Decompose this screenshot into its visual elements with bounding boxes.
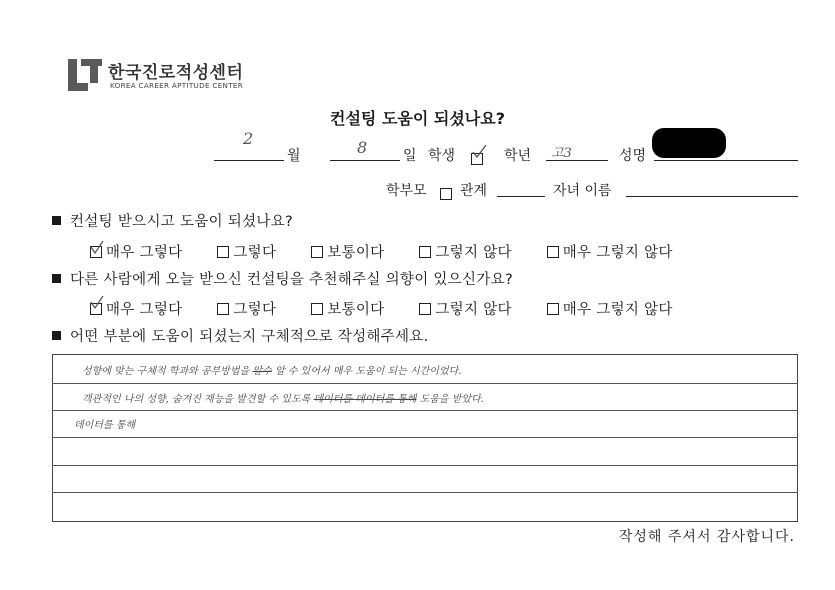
child-name-label: 자녀 이름 (553, 183, 612, 199)
grade-label: 학년 (504, 148, 532, 164)
grade-field[interactable] (546, 160, 608, 161)
grade-value: 고3 (551, 146, 572, 161)
day-value: 8 (357, 138, 368, 157)
day-label: 일 (403, 148, 417, 164)
answer-rule (52, 437, 798, 438)
redacted-name (652, 128, 726, 158)
question-3 (52, 325, 429, 346)
name-label: 성명 (619, 148, 647, 164)
thanks-text: 작성해 주셔서 감사합니다. (618, 529, 795, 545)
q2-option-disagree[interactable]: 그렇지 않다 (419, 302, 511, 318)
answer-rule (52, 492, 798, 493)
question-2-text: 다른 사람에게 오늘 받으신 컨설팅을 추천해주실 의향이 있으신가요? (70, 272, 513, 288)
name-field[interactable] (654, 160, 798, 161)
question-2 (52, 268, 513, 289)
student-label: 학생 (428, 148, 456, 164)
answer-rule (52, 410, 798, 411)
answer-line-1: 성향에 맞는 구체적 학과와 공부방법을 알수 알 수 있어서 매우 도움이 되는 시간이었다. (82, 366, 462, 377)
question-1-text: 컨설팅 받으시고 도움이 되셨나요? (70, 214, 294, 230)
question-1-options (90, 241, 703, 262)
parent-checkbox[interactable] (440, 184, 456, 203)
child-name-field[interactable] (626, 196, 798, 197)
question-2-options (90, 298, 703, 319)
answer-rule (52, 383, 798, 384)
form-title: 컨설팅 도움이 되셨나요? (330, 109, 505, 128)
relation-label: 관계 (460, 183, 488, 199)
q1-option-very-agree[interactable]: 매우 그렇다 (90, 245, 182, 261)
center-logo-icon (68, 57, 102, 91)
answer-textarea[interactable] (52, 354, 798, 522)
bullet-icon (52, 331, 61, 340)
q1-option-agree[interactable]: 그렇다 (217, 245, 276, 261)
question-3-text: 어떤 부분에 도움이 되셨는지 구체적으로 작성해주세요. (70, 329, 429, 345)
month-label: 월 (287, 148, 301, 164)
month-field[interactable] (214, 160, 284, 161)
answer-line-3: 데이터를 통해 (74, 420, 136, 431)
q1-option-disagree[interactable]: 그렇지 않다 (419, 245, 511, 261)
question-1 (52, 210, 293, 231)
org-name-english: KOREA CAREER APTITUDE CENTER (110, 81, 244, 90)
answer-rule (52, 465, 798, 466)
parent-label: 학부모 (386, 183, 427, 199)
q2-option-agree[interactable]: 그렇다 (217, 302, 276, 318)
month-value: 2 (243, 129, 254, 148)
q2-option-neutral[interactable]: 보통이다 (311, 302, 384, 318)
checkmark-icon (90, 296, 106, 312)
q1-option-very-disagree[interactable]: 매우 그렇지 않다 (547, 245, 673, 261)
student-checkbox[interactable] (471, 149, 487, 168)
checkmark-icon (471, 144, 487, 160)
day-field[interactable] (330, 160, 400, 161)
relation-field[interactable] (497, 196, 545, 197)
answer-line-2: 객관적인 나의 성향, 숨겨진 재능을 발견할 수 있도록 데이터를 데이터를 통해 도움을 받았다. (82, 394, 484, 405)
bullet-icon (52, 216, 61, 225)
bullet-icon (52, 274, 61, 283)
q2-option-very-agree[interactable]: 매우 그렇다 (90, 302, 182, 318)
checkmark-icon (90, 241, 106, 257)
q1-option-neutral[interactable]: 보통이다 (311, 245, 384, 261)
org-name-korean: 한국진로적성센터 (108, 63, 244, 83)
q2-option-very-disagree[interactable]: 매우 그렇지 않다 (547, 302, 673, 318)
